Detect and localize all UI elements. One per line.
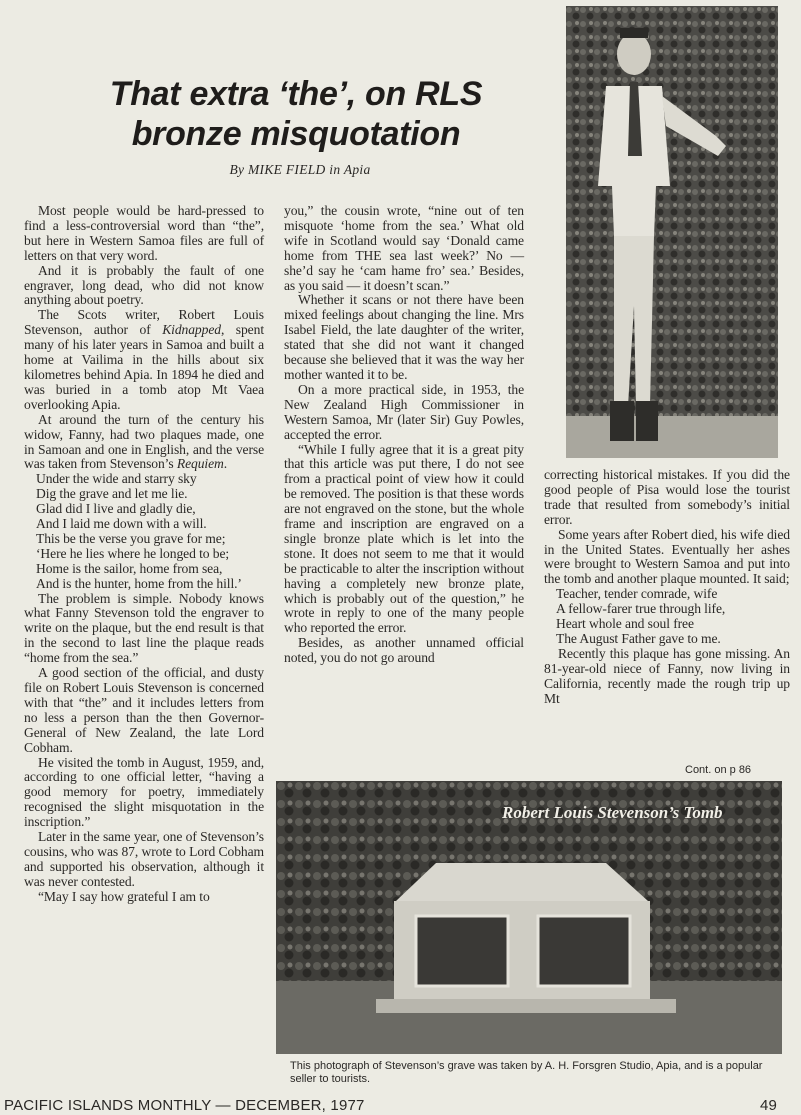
plaque-verse: [544, 587, 790, 647]
verse-line: This be the verse you grave for me;: [36, 530, 226, 546]
paragraph: A good section of the official, and dusty file on Robert Louis Stevenson is concerned with that “the” and it includes letters from no less a person than the then Governor-General of New Zealand, the late Lord Cobham.: [24, 665, 264, 755]
paragraph: On a more practical side, in 1953, the New Zealand High Commissioner in Western Samoa, Mr (later Sir) Guy Powles, accepted the error.: [284, 381, 524, 442]
paragraph: Recently this plaque has gone missing. An 81-year-old niece of Fanny, now living in California, recently made the rough trip up Mt: [544, 645, 790, 706]
byline: By MIKE FIELD in Apia: [229, 162, 371, 177]
publication-footer: PACIFIC ISLANDS MONTHLY — DECEMBER, 1977: [4, 1097, 365, 1114]
page-number: 49: [760, 1097, 778, 1114]
paragraph: correcting historical mistakes. If you did the good people of Pisa would lose the tourist trade that resulted from somebody’s initial error.: [544, 467, 790, 527]
book-title: Kidnapped: [162, 322, 221, 338]
portrait-illustration: [566, 6, 778, 458]
article-column-2: [284, 204, 524, 666]
paragraph: “While I fully agree that it is a great pity that this article was put there, I do not see from a practical point of view how it could be removed. The position is that these words are not engraved on the stone, but the whole frame and inscription are engraved on a single bronze plate which is let into the stone. It does not seem to me that it would be practicable to alter the inscription without having a completely new bronze plate, which is probably out of the question,” he wrote in reply to one of the many people who reported the error.: [284, 441, 524, 636]
photo-caption: This photograph of Stevenson’s grave was taken by A. H. Forsgren Studio, Apia, and is a popular seller to tourists.: [290, 1060, 763, 1085]
poem-title: Requiem: [176, 456, 224, 472]
headline: That extra ‘the’, on RLS bronze misquotation: [109, 75, 483, 153]
paragraph: The problem is simple. Nobody knows what Fanny Stevenson told the engraver to write on the plaque, but the end result is that in the second to last line the plaque reads “home from the sea.”: [24, 590, 264, 666]
paragraph: Most people would be hard-pressed to find a less-controversial word than “the”, but here in Western Samoa files are full of letters on that very word.: [24, 203, 264, 263]
article-column-3: [544, 468, 790, 707]
paragraph: Some years after Robert died, his wife died in the United States. Eventually her ashes were brought to Western Samoa and put into the tomb and another plaque mounted. It said;: [544, 526, 790, 587]
paragraph: And it is probably the fault of one engraver, long dead, who did not know anything about poetry.: [24, 262, 264, 308]
verse-line: The August Father gave to me.: [556, 630, 721, 646]
verse-line: A fellow-farer true through life,: [556, 601, 726, 617]
paragraph: “May I say how grateful I am to: [38, 888, 210, 904]
verse-line: Dig the grave and let me lie.: [36, 486, 188, 502]
verse-line: Under the wide and starry sky: [36, 471, 197, 487]
verse-line: Glad did I live and gladly die,: [36, 501, 196, 517]
verse-line: Home is the sailor, home from sea,: [36, 560, 223, 576]
verse-line: And I laid me down with a will.: [36, 516, 207, 532]
requiem-verse: [24, 472, 264, 591]
paragraph: you,” the cousin wrote, “nine out of ten misquote ‘home from the sea.’ What old wife in Scotland would say ‘Donald came home from THE sea last week?’ No — she’d say he ‘cam hame fro’ sea.’ Besides, as you said — it doesn’t scan.”: [284, 203, 524, 293]
article-column-1: [24, 204, 264, 905]
paragraph: The Scots writer, Robert Louis Stevenson, author of Kidnapped, spent many of his later years in Samoa and built a home at Vailima in the hills about six kilometres behind Apia. In 1894 he died and was buried in a tomb atop Mt Vaea overlooking Apia.: [24, 307, 264, 412]
tomb-photo-title: Robert Louis Stevenson’s Tomb: [502, 803, 723, 822]
verse-line: Heart whole and soul free: [556, 616, 694, 632]
verse-line: And is the hunter, home from the hill.’: [36, 575, 242, 591]
verse-line: Teacher, tender comrade, wife: [556, 586, 718, 602]
paragraph: Whether it scans or not there have been mixed feelings about changing the line. Mrs Isabel Field, the late daughter of the writer, stated that she did not want it changed because she believed that it was the way her mother wanted it to be.: [284, 292, 524, 382]
verse-line: ‘Here he lies where he longed to be;: [36, 545, 230, 561]
stevenson-portrait-photo: [566, 6, 778, 458]
paragraph: Besides, as another unnamed official noted, you do not go around: [284, 635, 524, 666]
continued-note: Cont. on p 86: [685, 764, 752, 776]
stevenson-tomb-photo: [276, 781, 782, 1054]
paragraph: At around the turn of the century his widow, Fanny, had two plaques made, one in Samoan and one in English, and the verse was taken from Stevenson’s Requiem.: [24, 411, 264, 472]
paragraph: He visited the tomb in August, 1959, and, according to one official letter, “having a good memory for poetry, immediately recognised the slight misquotation in the inscription.”: [24, 754, 264, 830]
paragraph: Later in the same year, one of Stevenson’s cousins, who was 87, wrote to Lord Cobham and supported his observation, although it was never contested.: [24, 829, 264, 889]
